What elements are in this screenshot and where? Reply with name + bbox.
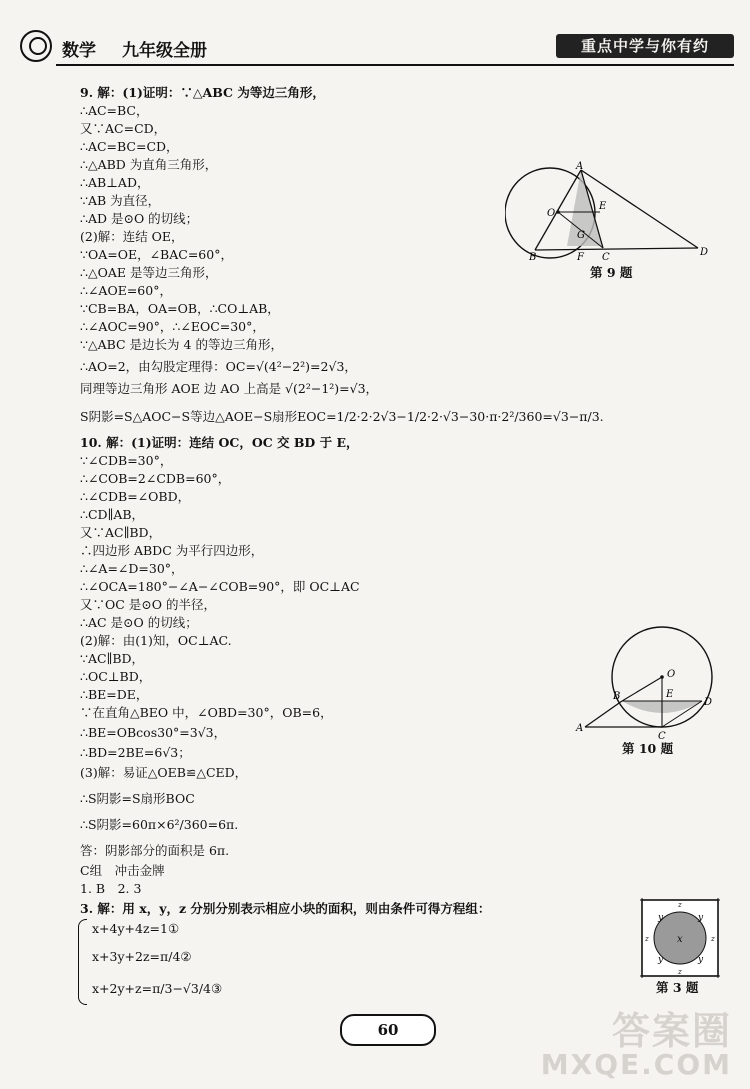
fig3-label-z3: z — [645, 935, 649, 943]
answer-line: ∴AC=BC， — [80, 103, 149, 118]
answer-line: ∴AC 是⊙O 的切线； — [80, 615, 198, 630]
grade-label: 九年级全册 — [122, 41, 207, 61]
answer-line: ∴BE=DE， — [80, 687, 149, 702]
answer-line: 又∵OC 是⊙O 的半径， — [80, 597, 216, 612]
fig9-label-e: E — [599, 201, 607, 212]
answer-line: ∴∠A=∠D=30°， — [80, 561, 184, 576]
answer-line: 1. B 2. 3 — [80, 881, 142, 896]
fig3-caption: 第 3 题 — [656, 980, 699, 995]
answer-line: x+4y+4z=1① — [92, 921, 180, 936]
answer-line: 又∵AC=CD， — [80, 121, 167, 136]
series-title: 重点中学与你有约 — [556, 34, 734, 58]
fig9-caption: 第 9 题 — [590, 265, 633, 280]
answer-line: ∵OA=OE，∠BAC=60°， — [80, 247, 233, 262]
answer-line: 3. 解：用 x，y，z 分别分别表示相应小块的面积，则由条件可得方程组： — [80, 901, 491, 916]
answer-line: ∴S阴影=60π×6²/360=6π. — [80, 817, 239, 832]
answer-line: ∵AC∥BD， — [80, 651, 145, 666]
answer-line: ∴∠OCA=180°−∠A−∠COB=90°，即 OC⊥AC — [80, 579, 360, 594]
fig9-label-d: D — [700, 247, 709, 258]
answer-line: ∴CD∥AB， — [80, 507, 145, 522]
answer-line: C组 冲击金牌 — [80, 863, 165, 878]
fig9-label-f: F — [577, 252, 584, 263]
answer-line: x+3y+2z=π/4② — [92, 949, 192, 964]
fig9-label-c: C — [602, 252, 610, 263]
answer-line: ∴∠CDB=∠OBD， — [80, 489, 191, 504]
answer-line: (3)解：易证△OEB≌△CED， — [80, 765, 248, 780]
answer-line: ∵△ABC 是边长为 4 的等边三角形， — [80, 337, 283, 352]
answer-line: 同理等边三角形 AOE 边 AO 上高是 √(2²−1²)=√3， — [80, 381, 379, 396]
figure-10 — [570, 625, 720, 743]
fig9-label-o: O — [547, 208, 556, 219]
answer-line: ∴AO=2，由勾股定理得：OC=√(4²−2²)=2√3， — [80, 359, 357, 374]
fig3-label-z2: z — [678, 968, 682, 976]
answer-line: x+2y+z=π/3−√3/4③ — [92, 981, 223, 996]
answer-line: ∵在直角△BEO 中，∠OBD=30°，OB=6， — [80, 705, 333, 720]
fig3-label-y3: y — [658, 955, 664, 965]
answer-line: 答：阴影部分的面积是 6π. — [80, 843, 230, 858]
answer-line: ∴四边形 ABDC 为平行四边形， — [80, 543, 264, 558]
page-header — [18, 28, 734, 66]
answer-line: ∴BE=OBcos30°=3√3， — [80, 725, 227, 740]
answer-line: ∴BD=2BE=6√3； — [80, 745, 191, 760]
answer-line: ∴S阴影=S扇形BOC — [80, 791, 195, 806]
fig9-label-b: B — [529, 252, 537, 263]
answer-line: ∴OC⊥BD， — [80, 669, 152, 684]
answer-line: ∴△OAE 是等边三角形， — [80, 265, 218, 280]
answer-line: 又∵AC∥BD， — [80, 525, 162, 540]
watermark-url: MXQE.COM — [540, 1048, 732, 1081]
equation-brace — [78, 919, 87, 1005]
fig3-label-z1: z — [678, 901, 682, 909]
answer-line: (2)解：连结 OE， — [80, 229, 184, 244]
answer-line: (2)解：由(1)知，OC⊥AC. — [80, 633, 232, 648]
answer-line: ∴AD 是⊙O 的切线； — [80, 211, 199, 226]
answer-line: ∵CB=BA，OA=OB，∴CO⊥AB， — [80, 301, 280, 316]
fig9-label-a: A — [576, 161, 584, 172]
answer-line: ∴AB⊥AD， — [80, 175, 150, 190]
book-logo-icon — [20, 30, 52, 62]
watermark-text: 答案圈 — [611, 1009, 732, 1053]
fig10-label-e: E — [666, 689, 674, 700]
answer-line: ∴∠AOE=60°， — [80, 283, 172, 298]
fig3-label-z4: z — [711, 935, 715, 943]
answer-line: S阴影=S△AOC−S等边△AOE−S扇形EOC=1/2·2·2√3−1/2·2·√3−30·π·2²/360=√3−π/3. — [80, 409, 604, 424]
answer-line: ∴△ABD 为直角三角形， — [80, 157, 218, 172]
fig9-label-g: G — [577, 230, 585, 241]
fig3-label-y4: y — [698, 955, 704, 965]
page-number: 60 — [340, 1014, 436, 1046]
subject-label: 数学 — [62, 41, 96, 61]
fig10-label-c: C — [658, 731, 666, 742]
fig3-label-x: x — [677, 934, 683, 945]
fig10-label-a: A — [576, 723, 584, 734]
answer-line: ∴AC=BC=CD， — [80, 139, 179, 154]
answer-line: 9. 解：(1)证明：∵△ABC 为等边三角形， — [80, 85, 325, 100]
fig3-label-y1: y — [658, 913, 664, 923]
fig10-label-d: D — [704, 697, 713, 708]
fig10-label-o: O — [667, 669, 676, 680]
header-rule — [56, 64, 734, 66]
answer-line: ∴∠COB=2∠CDB=60°， — [80, 471, 231, 486]
fig10-caption: 第 10 题 — [622, 741, 674, 756]
answer-line: 10. 解：(1)证明：连结 OC，OC 交 BD 于 E， — [80, 435, 359, 450]
figure-3 — [640, 898, 720, 978]
answer-line: ∵AB 为直径， — [80, 193, 161, 208]
fig3-label-y2: y — [698, 913, 704, 923]
answer-line: ∵∠CDB=30°， — [80, 453, 173, 468]
answer-line: ∴∠AOC=90°，∴∠EOC=30°， — [80, 319, 265, 334]
fig10-label-b: B — [613, 691, 621, 702]
